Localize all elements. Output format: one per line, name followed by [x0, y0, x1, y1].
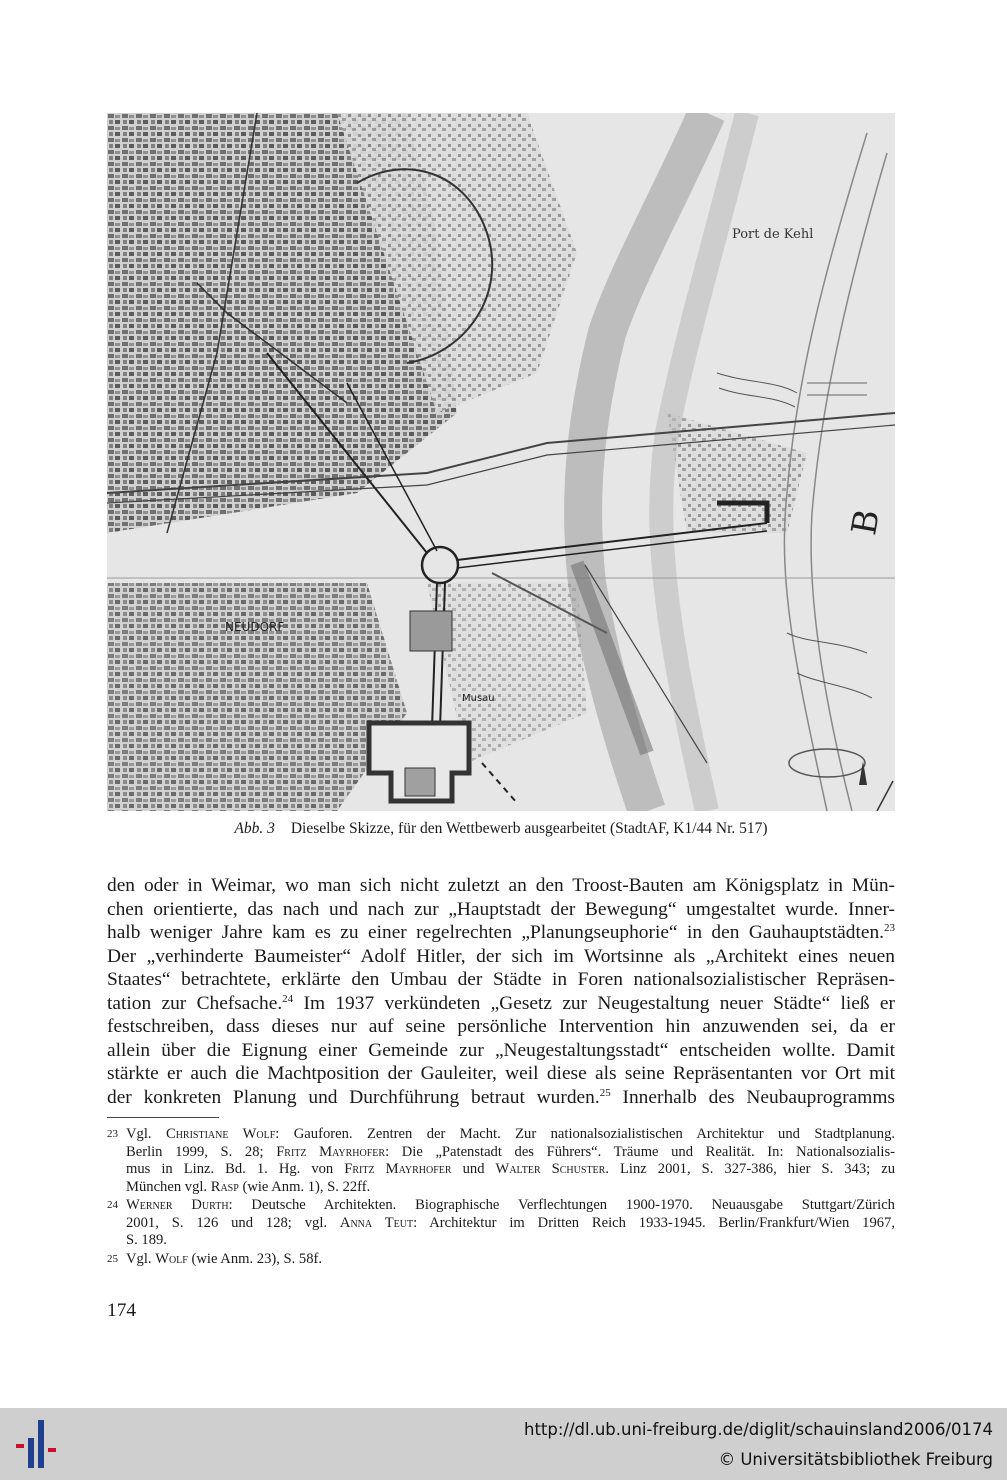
footnote-number: 25	[107, 1252, 118, 1265]
footnote-line	[126, 1251, 895, 1269]
fn-text: : Gauforen. Zentren der Macht. Zur nationalsozialistischen Architektur und Stadtplanung.	[275, 1126, 896, 1142]
body-line-text: halb weniger Jahre kam es zu einer regelrechten „Planungseuphorie“ in den Gauhauptstädten.	[107, 922, 884, 943]
body-line-text: Im 1937 verkündeten „Gesetz zur Neugestaltung neuer Städte“ ließ er	[303, 992, 895, 1014]
fn-text: : Architektur im Dritten Reich 1933-1945. Berlin/Frankfurt/Wien 1967,	[413, 1214, 895, 1231]
body-paragraph	[107, 874, 895, 1109]
footnote-number: 23	[107, 1128, 118, 1140]
map-label-b: B	[844, 506, 888, 539]
body-line: stärkte er auch die Machtposition der Gauleiter, weil diese als seine Repräsentanten vor Ort mit	[107, 1063, 895, 1084]
caption-text: Dieselbe Skizze, für den Wettbewerb ausgearbeitet (StadtAF, K1/44 Nr. 517)	[290, 820, 768, 837]
footer-url-link[interactable]: http://dl.ub.uni-freiburg.de/diglit/schauinsland2006/0174	[523, 1420, 993, 1439]
footnote-line	[126, 1215, 895, 1233]
body-line-text: tation zur Chefsache.	[107, 992, 283, 1014]
body-line: den oder in Weimar, wo man sich nicht zuletzt an den Troost-Bauten am Königsplatz in Mün-	[107, 875, 895, 896]
fn-text: Vgl.	[126, 1250, 156, 1267]
footnote-24	[107, 1197, 895, 1250]
fn-author: Walter Schuster	[495, 1161, 606, 1177]
footnote-ref[interactable]: 23	[884, 922, 895, 934]
fn-text: : Die „Patenstadt des Führers“. Träume und Realität. In: Nationalsozialis-	[385, 1143, 895, 1160]
footnotes	[107, 1126, 895, 1269]
fn-text: 2001, S. 126 und 128; vgl.	[126, 1214, 340, 1231]
map-label-neudorf: NEUDORF	[225, 620, 285, 634]
body-line: allein über die Eignung einer Gemeinde zur „Neugestaltungsstadt“ entscheiden wollte. Damit	[107, 1039, 895, 1061]
footer-copyright: © Universitätsbibliothek Freiburg	[718, 1450, 993, 1469]
footnote-23	[107, 1126, 895, 1196]
body-line-text: Innerhalb des Neubauprogramms	[622, 1086, 895, 1108]
footnote-line	[126, 1126, 895, 1144]
body-line: Der „verhinderte Baumeister“ Adolf Hitler, der sich im Wortsinne als „Architekt eines neuen	[107, 945, 895, 967]
footnote-line	[126, 1197, 895, 1215]
body-line: festschreiben, dass dieses nur auf seine persönliche Intervention hin anzuwenden sei, da er	[107, 1016, 895, 1037]
page-number: 174	[107, 1300, 137, 1321]
body-line-text: der konkreten Planung und Durchführung betraut wurden.	[107, 1086, 600, 1108]
body-line	[107, 1086, 895, 1110]
library-logo-icon	[14, 1418, 64, 1470]
fn-text: (wie Anm. 1), S. 22ff.	[238, 1178, 371, 1195]
fn-author: Fritz Mayrhofer	[344, 1161, 452, 1177]
footnote-divider	[107, 1117, 219, 1118]
body-line: chen orientierte, das nach und nach zur „Hauptstadt der Bewegung“ umgestaltet wurde. Inner-	[107, 898, 895, 920]
fn-author: Anna Teut	[339, 1214, 414, 1231]
fn-author: Fritz Mayrhofer	[276, 1143, 386, 1160]
footnote-ref[interactable]: 24	[282, 992, 294, 1005]
fn-text: Vgl.	[126, 1126, 166, 1142]
caption-label: Abb. 3	[234, 820, 275, 837]
fn-text: und	[451, 1161, 496, 1177]
fn-author: Wolf	[155, 1250, 188, 1267]
footer-bar	[0, 1408, 1007, 1480]
figure-caption	[107, 820, 895, 838]
city-plan-sketch	[107, 113, 895, 811]
fn-author: Rasp	[210, 1178, 239, 1195]
footnote-line	[126, 1144, 895, 1162]
fn-text: mus in Linz. Bd. 1. Hg. von	[126, 1161, 345, 1177]
footnote-ref[interactable]: 25	[599, 1086, 611, 1099]
fn-author: Christiane Wolf	[165, 1126, 276, 1142]
footnote-line	[126, 1179, 895, 1197]
body-line	[107, 921, 895, 945]
footnote-line: S. 189.	[126, 1232, 167, 1248]
fn-author: Werner Durth	[126, 1197, 229, 1213]
body-line: Staates“ betrachtete, erklärte den Umbau der Städte in Foren nationalsozialistischer Repräsen-	[107, 969, 895, 990]
map-label-musau: Musau	[462, 693, 495, 704]
map-figure	[107, 113, 895, 811]
map-label-port-de-kehl: Port de Kehl	[732, 227, 814, 242]
fn-text: (wie Anm. 23), S. 58f.	[187, 1250, 323, 1267]
footnote-number: 24	[107, 1199, 118, 1211]
body-line	[107, 992, 895, 1016]
footnote-25	[107, 1251, 895, 1269]
footnote-line	[126, 1161, 895, 1179]
fn-text: Berlin 1999, S. 28;	[126, 1143, 277, 1160]
fn-text: . Linz 2001, S. 327-386, hier S. 343; zu	[605, 1161, 895, 1177]
fn-text: München vgl.	[126, 1178, 211, 1195]
fn-text: : Deutsche Architekten. Biographische Verflechtungen 1900-1970. Neuausgabe Stuttgart/Zürich	[228, 1197, 895, 1213]
